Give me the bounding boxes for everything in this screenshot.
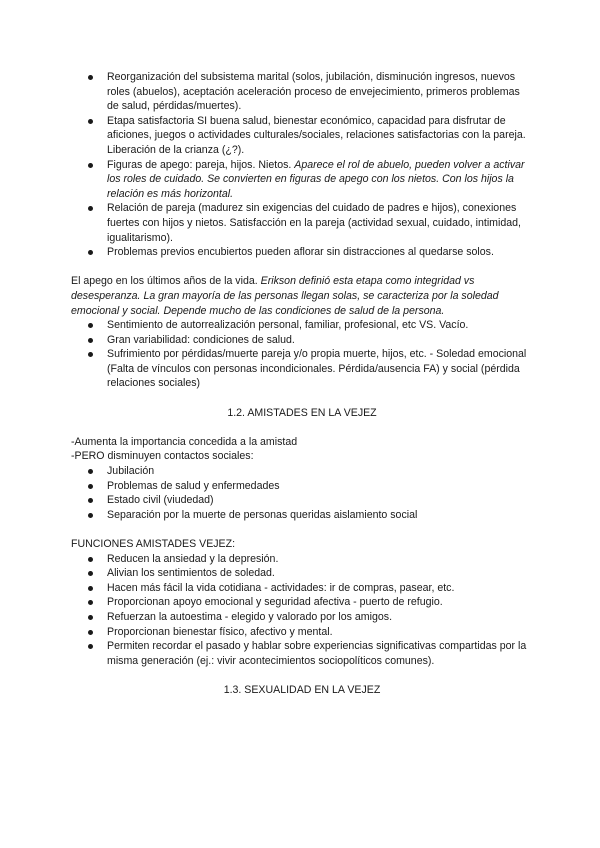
list-item: Hacen más fácil la vida cotidiana - actividades: ir de compras, pasear, etc. xyxy=(71,581,533,596)
list-item: Permiten recordar el pasado y hablar sobre experiencias significativas compartidas por la misma generación (ej.: vivir acontecimientos sociopolíticos comunes). xyxy=(71,639,533,668)
list-item: Reducen la ansiedad y la depresión. xyxy=(71,552,533,567)
list-item: Problemas de salud y enfermedades xyxy=(71,479,533,494)
amistades-line: -Aumenta la importancia concedida a la amistad xyxy=(71,435,298,448)
list-item: Etapa satisfactoria SI buena salud, bienestar económico, capacidad para disfrutar de aficiones, juegos o actividades culturales/sociales, relaciones satisfactorias con la pareja. Liberación de la crianza (¿?). xyxy=(71,114,533,158)
section-heading-amistades: 1.2. AMISTADES EN LA VEJEZ xyxy=(227,406,377,419)
funciones-title: FUNCIONES AMISTADES VEJEZ: xyxy=(71,538,236,550)
list-item: Proporcionan apoyo emocional y seguridad afectiva - puerto de refugio. xyxy=(71,595,533,610)
list-item: Reorganización del subsistema marital (solos, jubilación, disminución ingresos, nuevos roles (abuelos), aceptación aceleración proceso de envejecimiento, primeros problemas de salud, pérdidas/muertes). xyxy=(71,70,533,114)
list-item: Proporcionan bienestar físico, afectivo y mental. xyxy=(71,625,533,640)
list-item: Alivian los sentimientos de soledad. xyxy=(71,566,533,581)
funciones-list xyxy=(71,552,533,669)
list-item: Refuerzan la autoestima - elegido y valorado por los amigos. xyxy=(71,610,533,625)
list-item: Jubilación xyxy=(71,464,533,479)
amistades-line: -PERO disminuyen contactos sociales: xyxy=(71,450,254,463)
list-item: Estado civil (viudedad) xyxy=(71,493,533,508)
list-item: Sufrimiento por pérdidas/muerte pareja y/o propia muerte, hijos, etc. - Soledad emocional (Falta de vínculos con personas incondicionales. Pérdida/ausencia FA) y social (pérdida relaciones sociales) xyxy=(71,347,533,391)
attachment-list xyxy=(71,318,533,391)
document-body xyxy=(71,70,533,698)
marital-list xyxy=(71,70,533,260)
attachment-paragraph: El apego en los últimos años de la vida. Erikson definió esta etapa como integridad vs desesperanza. La gran mayoría de las personas llegan solas, se caracteriza por la soledad emocional y social. Depende mucho de las condiciones de salud de la persona. xyxy=(71,275,499,317)
list-item: Gran variabilidad: condiciones de salud. xyxy=(71,333,533,348)
list-item: Sentimiento de autorrealización personal, familiar, profesional, etc VS. Vacío. xyxy=(71,318,533,333)
list-item: Relación de pareja (madurez sin exigencias del cuidado de padres e hijos), conexiones fuertes con hijos y nietos. Satisfacción en la pareja (actividad sexual, cuidado, intimidad, igualitarismo). xyxy=(71,201,533,245)
list-item: Separación por la muerte de personas queridas aislamiento social xyxy=(71,508,533,523)
list-item: Figuras de apego: pareja, hijos. Nietos. Aparece el rol de abuelo, pueden volver a activar los roles de cuidado. Se convierten en figuras de apego con los nietos. Con los hijos la relación es más horizontal. xyxy=(71,158,533,202)
contacts-list xyxy=(71,464,533,522)
list-item: Problemas previos encubiertos pueden aflorar sin distracciones al quedarse solos. xyxy=(71,245,533,260)
section-heading-sexualidad: 1.3. SEXUALIDAD EN LA VEJEZ xyxy=(223,683,381,696)
